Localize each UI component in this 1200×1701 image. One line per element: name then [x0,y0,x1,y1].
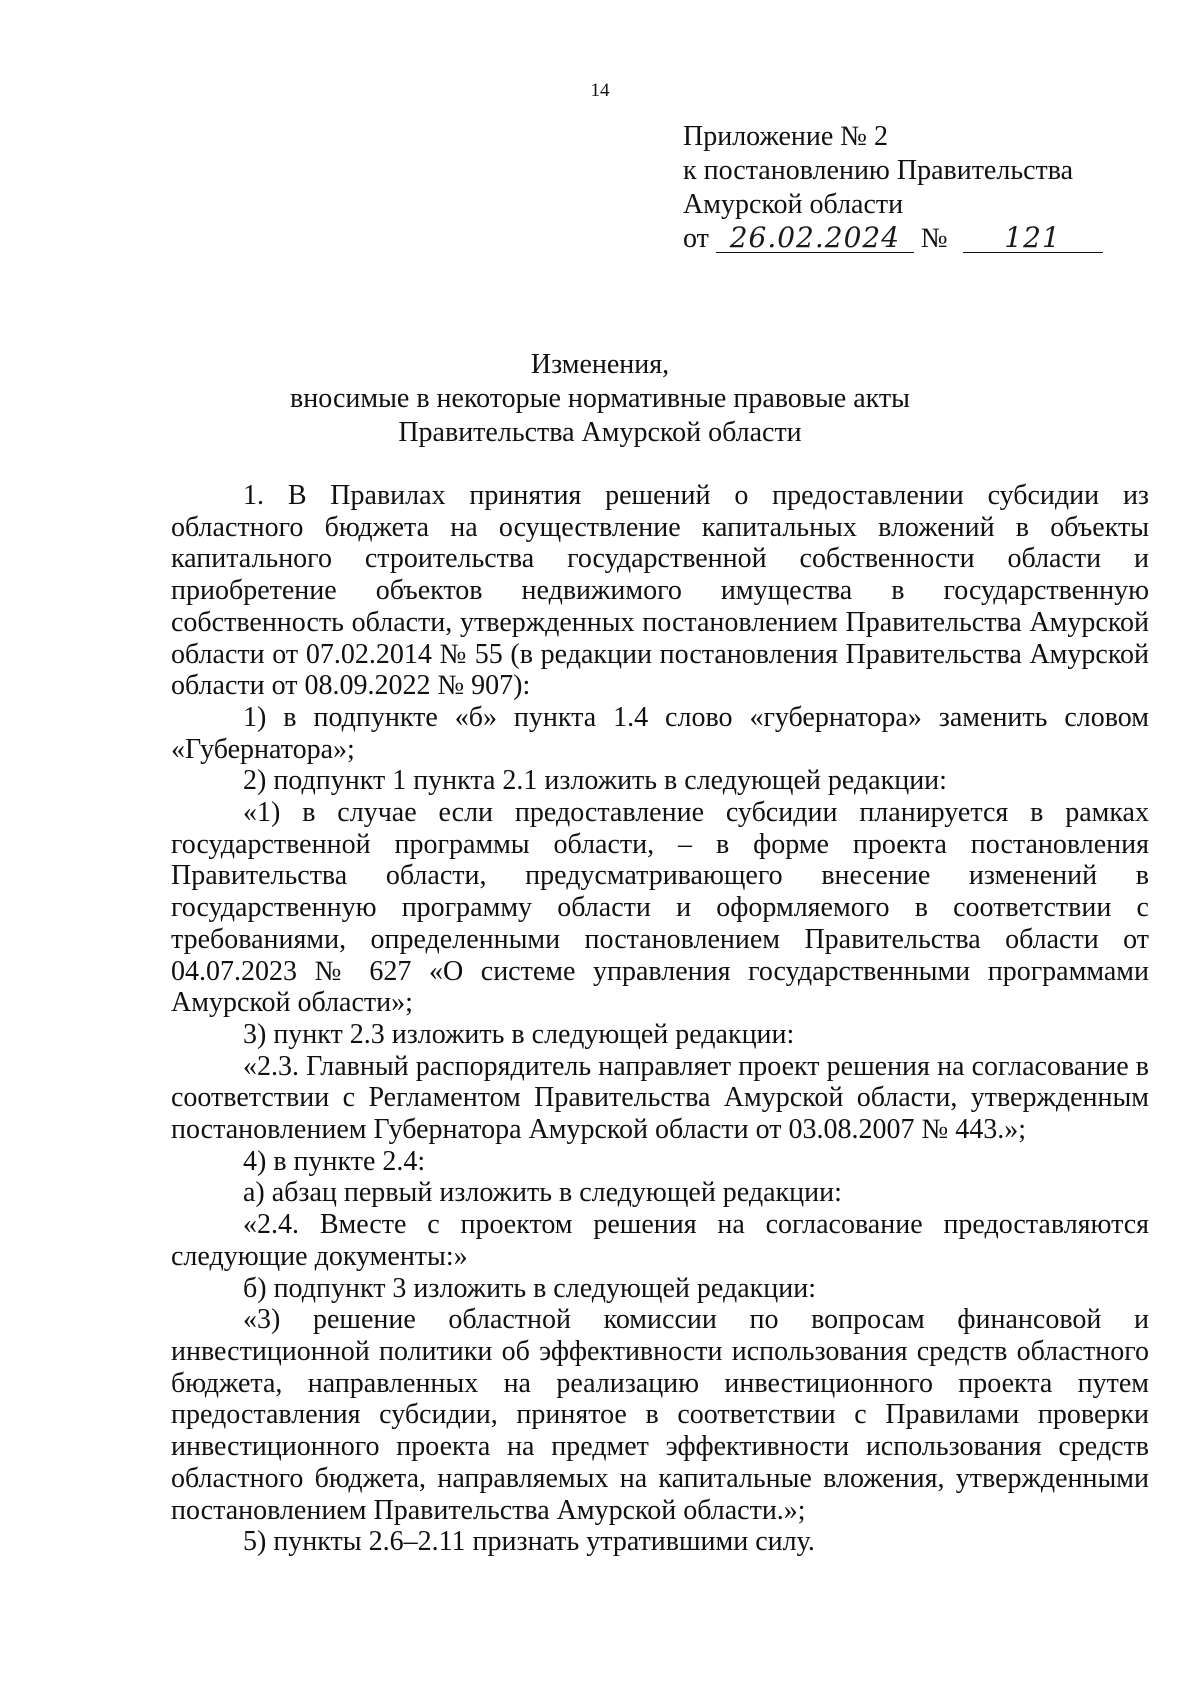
handwritten-date: 26.02.2024 [716,224,914,253]
document-body [171,480,1149,1558]
appendix-reference: к постановлению Правительства [683,155,1074,186]
appendix-region: Амурской области [683,189,904,220]
heading-line-1: Изменения, [530,349,670,380]
paragraph-5: 3) пункт 2.3 изложить в следующей редакции: [243,1018,795,1050]
paragraph-7: 4) в пункте 2.4: [243,1145,426,1177]
paragraph-1: 1. В Правилах принятия решений о предоставлении субсидии из областного бюджета на осуществление капитальных вложений в объекты капитального строительства государственной собственности области и приобретение объектов недвижимого имущества в государственную собственность области, утвержденных постановлением Правительства Амурской области от 07.02.2014 № 55 (в редакции постановления Правительства Амурской области от 08.09.2022 № 907): [171,480,1149,702]
paragraph-2: 1) в подпункте «б» пункта 1.4 слово «губернатора» заменить словом «Губернатора»; [171,701,1149,765]
page-number: 14 [590,80,610,101]
date-prefix: от [683,223,709,254]
paragraph-12: 5) пункты 2.6–2.11 признать утратившими силу. [243,1526,815,1558]
heading-line-2: вносимые в некоторые нормативные правовые акты [290,383,910,414]
paragraph-3: 2) подпункт 1 пункта 2.1 изложить в следующей редакции: [243,765,947,797]
handwritten-number: 121 [963,224,1103,253]
appendix-block [683,120,1103,256]
paragraph-11: «3) решение областной комиссии по вопросам финансовой и инвестиционной политики об эффективности использования средств областного бюджета, направленных на реализацию инвестиционного проекта путем предоставления субсидии, принятое в соответствии с Правилами проверки инвестиционного проекта на предмет эффективности использования средств областного бюджета, направляемых на капитальные вложения, утвержденными постановлением Правительства Амурской области.»; [171,1304,1149,1526]
paragraph-6: «2.3. Главный распорядитель направляет проект решения на согласование в соответствии с Регламентом Правительства Амурской области, утвержденным постановлением Губернатора Амурской области от 03.08.2007 № 443.»; [171,1050,1149,1146]
heading-line-3: Правительства Амурской области [398,417,802,448]
appendix-title: Приложение № 2 [683,121,888,152]
paragraph-4: «1) в случае если предоставление субсидии планируется в рамках государственной программы области, – в форме проекта постановления Правительства области, предусматривающего внесение изменений в государственную программу области и оформляемого в соответствии с требованиями, определенными постановлением Правительства области от 04.07.2023 № 627 «О системе управления государственными программами Амурской области»; [171,797,1149,1019]
paragraph-10: б) подпункт 3 изложить в следующей редакции: [243,1272,816,1304]
paragraph-8: а) абзац первый изложить в следующей редакции: [243,1177,842,1209]
number-prefix: № [920,223,948,254]
paragraph-9: «2.4. Вместе с проектом решения на согласование предоставляются следующие документы:» [171,1209,1149,1272]
document-heading [0,348,1200,450]
appendix-date-number-line [683,222,1103,256]
